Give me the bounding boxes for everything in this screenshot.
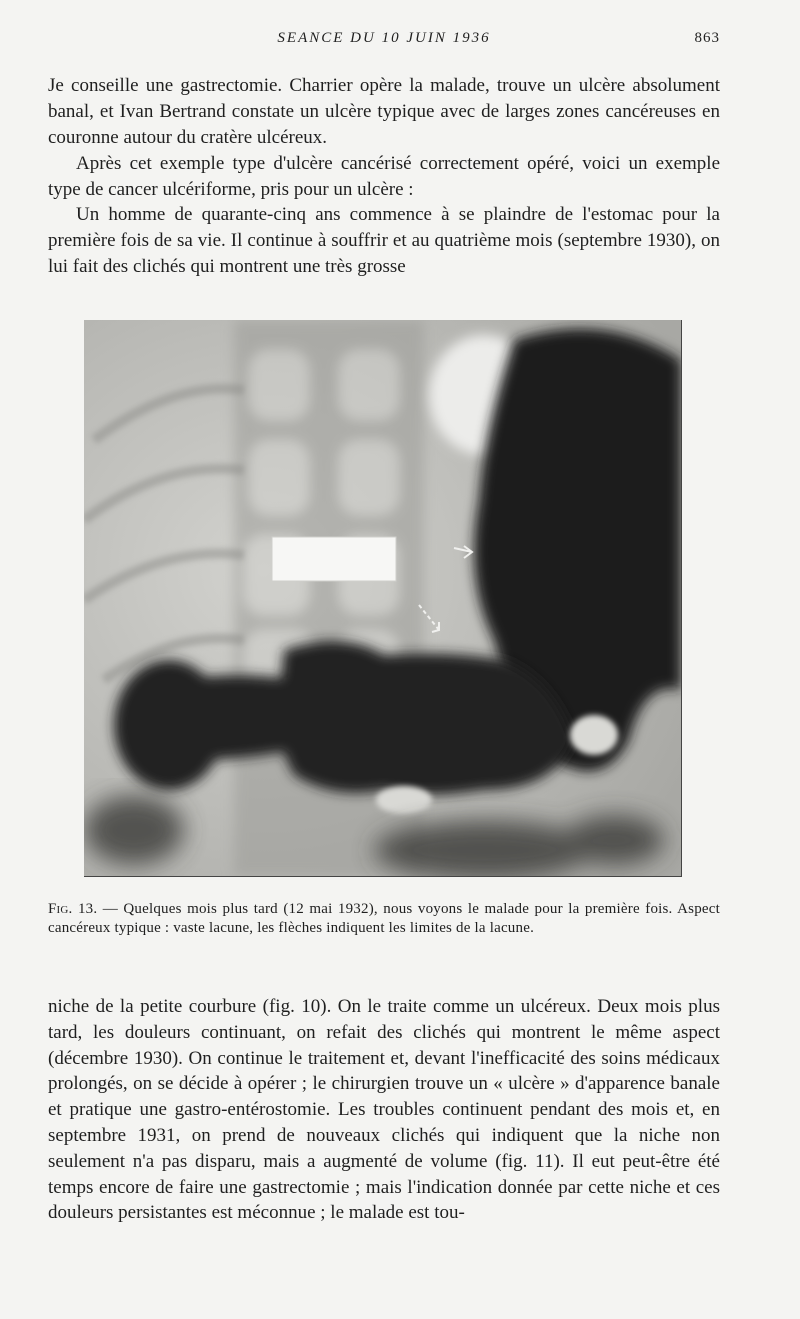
- figure-caption-text: — Quelques mois plus tard (12 mai 1932), nous voyons le malade pour la première fois. Aspect cancéreux typique : vaste lacune, les flèches indiquent les limites de la lacune.: [48, 901, 720, 936]
- page-number: 863: [694, 30, 720, 46]
- paragraph-2: [48, 151, 720, 203]
- paragraph-2-text: Après cet exemple type d'ulcère cancérisé correctement opéré, voici un exemple type de cancer ulcériforme, pris pour un ulcère :: [48, 153, 720, 200]
- radiograph-figure: [84, 320, 682, 877]
- running-head: [48, 30, 720, 54]
- paragraph-3: [48, 202, 720, 279]
- running-title: SEANCE DU 10 JUIN 1936: [277, 30, 491, 46]
- paragraph-continuation-text: niche de la petite courbure (fig. 10). On le traite comme un ulcéreux. Deux mois plus tard, les douleurs continuant, on refait des clichés qui montrent le même aspect (décembre 1930). On continue le traitement et, devant l'inefficacité des soins médicaux prolongés, on se décide à opérer ; le chirurgien trouve un « ulcère » d'apparence banale et pratique une gastro-entérostomie. Les troubles continuent pendant des mois et, en septembre 1931, on prend de nouveaux clichés qui indiquent que la niche non seulement n'a pas disparu, mais a augmenté de volume (fig. 11). Il eut peut-être été temps encore de faire une gastrectomie ; mais l'indication donnée par cette niche et ces douleurs persistantes est méconnue ; le malade est tou-: [48, 996, 720, 1224]
- radiograph-image: [84, 320, 681, 876]
- figure-label: Fig. 13.: [48, 901, 98, 917]
- paragraph-1-text: Je conseille une gastrectomie. Charrier opère la malade, trouve un ulcère absolument banal, et Ivan Bertrand constate un ulcère typique avec de larges zones cancéreuses en couronne autour du cratère ulcéreux.: [48, 75, 720, 148]
- paragraph-continuation: [48, 994, 720, 1226]
- figure-caption: [48, 900, 720, 938]
- paragraph-1: [48, 73, 720, 150]
- paragraph-3-text: Un homme de quarante-cinq ans commence à se plaindre de l'estomac pour la première fois de sa vie. Il continue à souffrir et au quatrième mois (septembre 1930), on lui fait des clichés qui montrent une très grosse: [48, 204, 720, 277]
